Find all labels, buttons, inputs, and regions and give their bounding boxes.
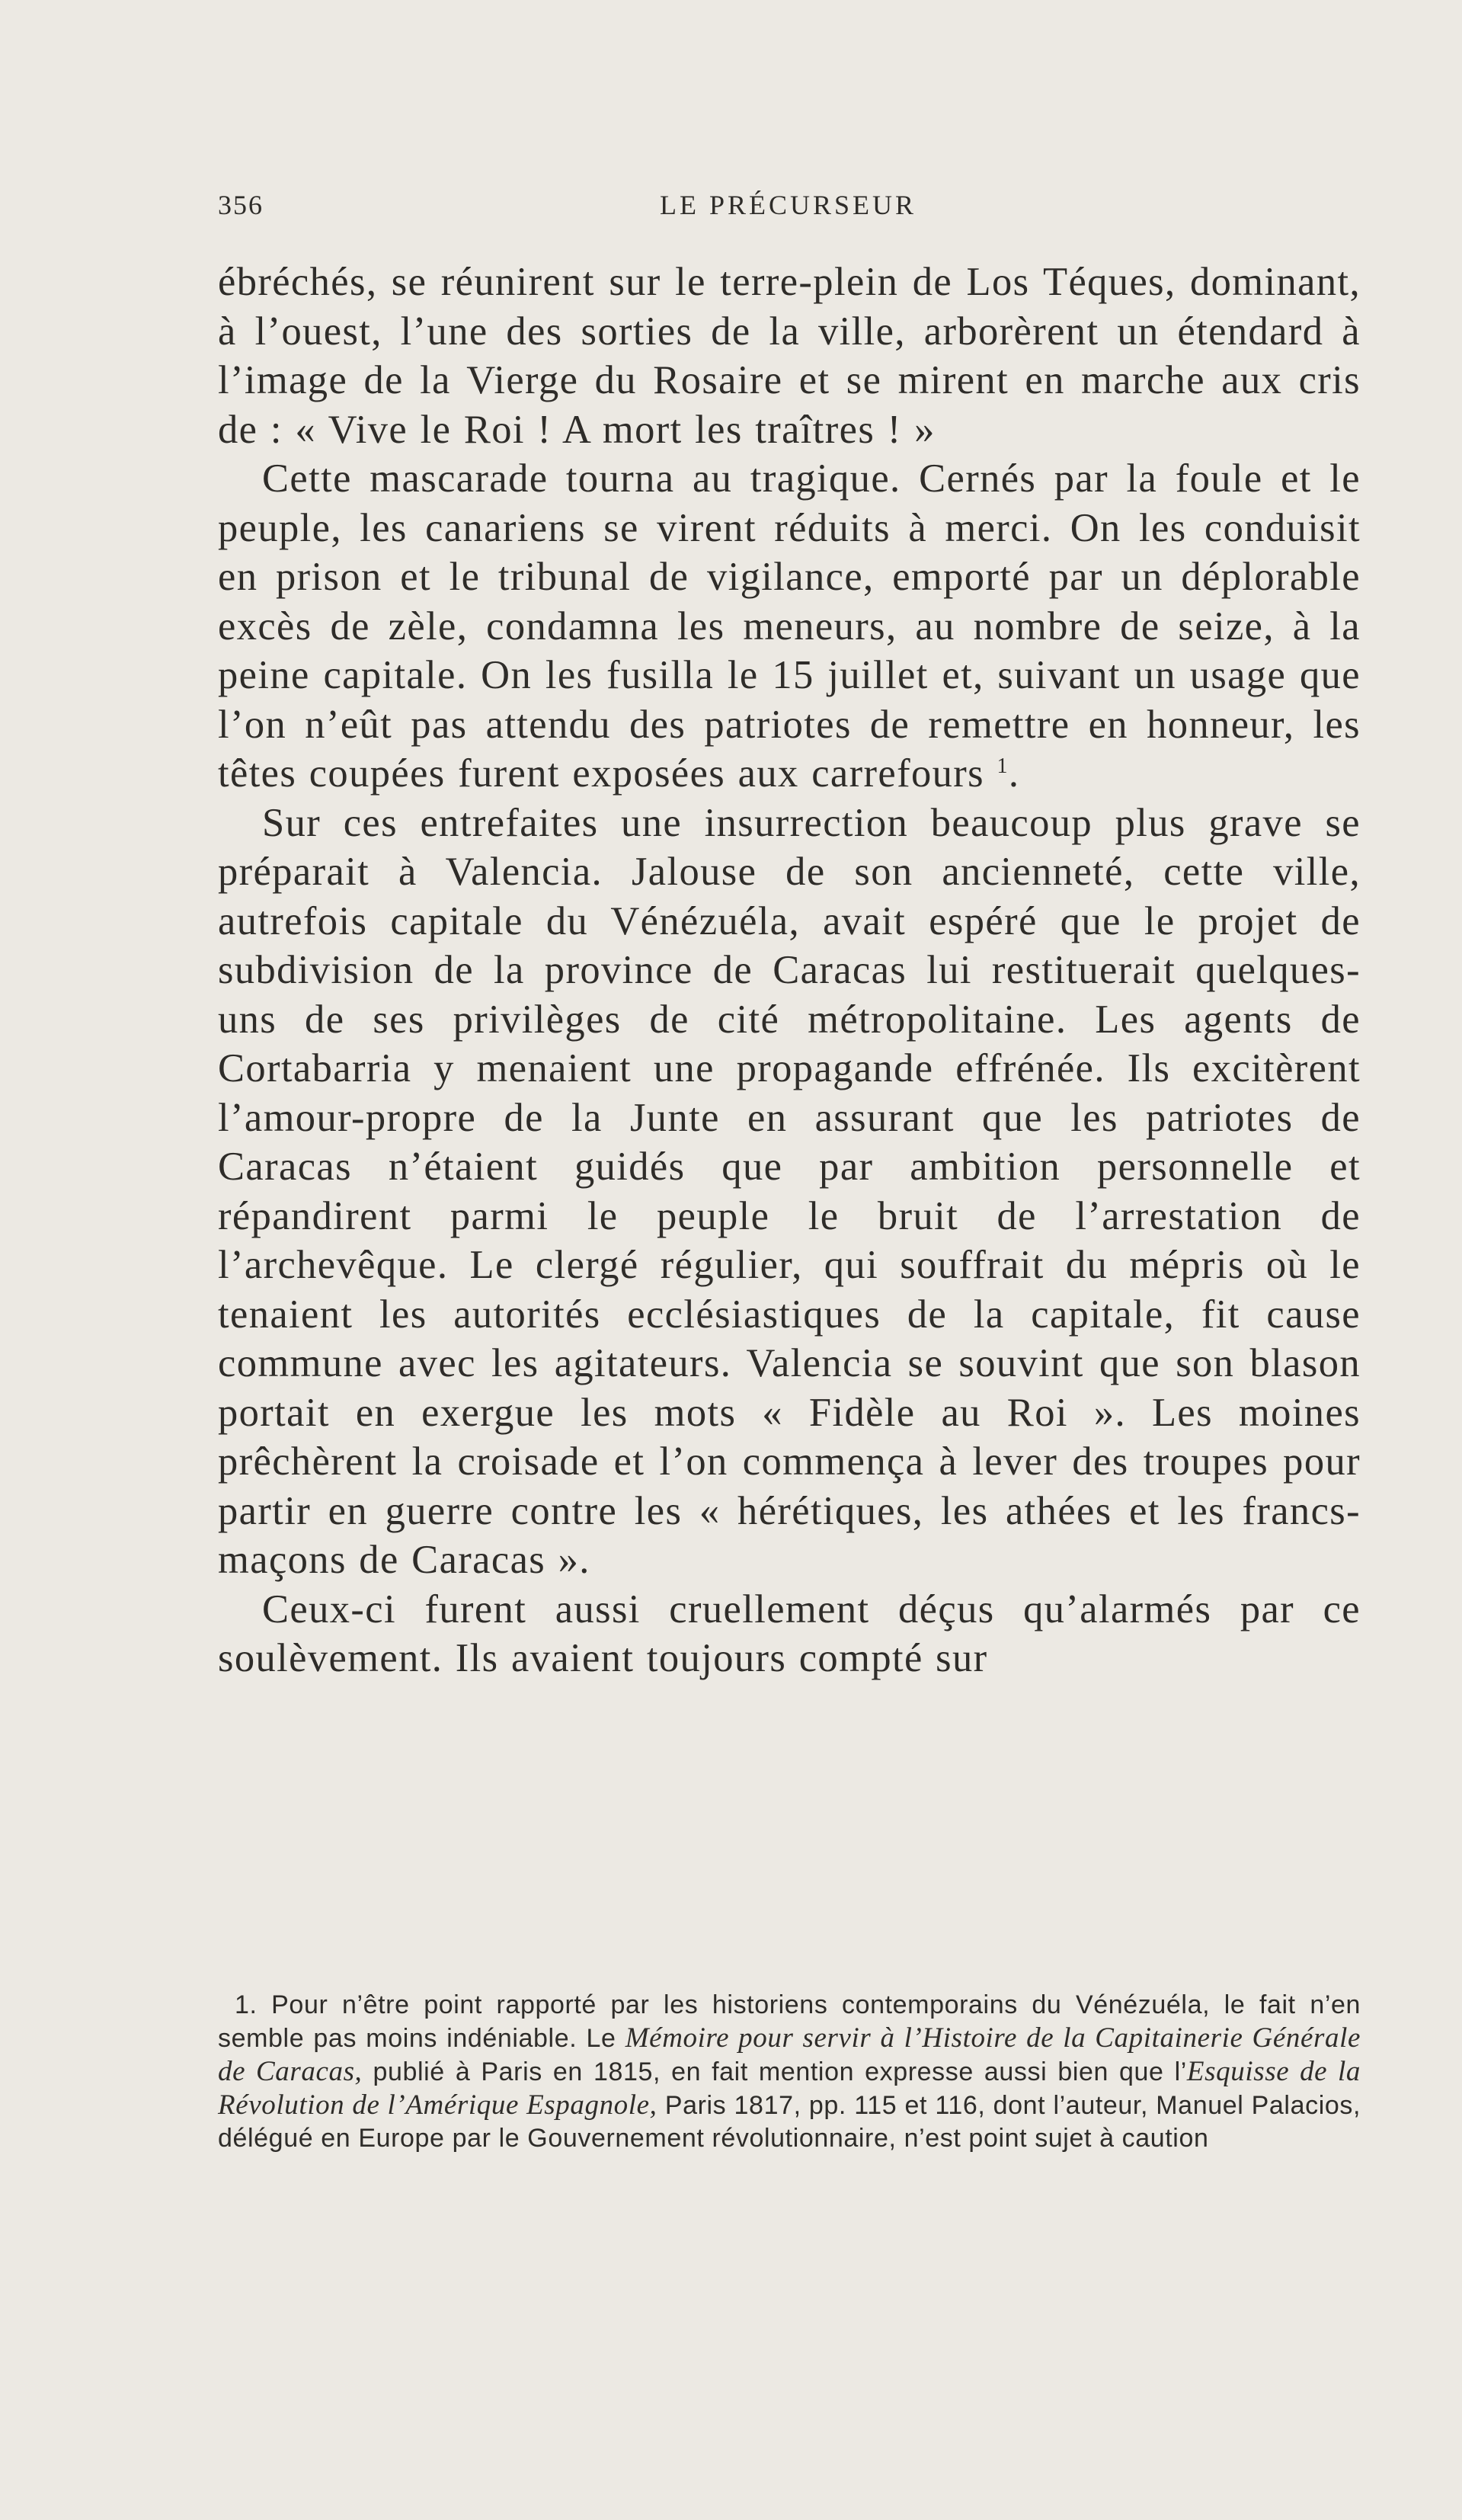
footnote-1 (218, 1989, 1361, 2155)
paragraph-2-text: Cette mascarade tourna au tragique. Cernés par la foule et le peuple, les canariens se virent réduits à merci. On les conduisit en prison et le tribunal de vigilance, emporté par un déplorable excès de zèle, condamna les meneurs, au nombre de seize, à la peine capitale. On les fusilla le 15 juillet et, suivant un usage que l’on n’eût pas attendu des patriotes de remettre en honneur, les têtes coupées furent exposées aux carrefours (218, 456, 1361, 796)
footnote-title-esquisse: Esquisse de la Révolution de l’Amérique Espagnole, (218, 2056, 1361, 2121)
page-header (218, 189, 1361, 227)
footnote-number: 1. (235, 1990, 258, 2019)
footnote-text-b: publié à Paris en 1815, en fait mention expresse aussi bien que l’ (373, 2057, 1187, 2086)
footnote-text-a: Pour n’être point rapporté par les historiens contemporains du Vénézuéla, le fait n’en semble pas moins indéniable. Le (218, 1990, 1361, 2053)
paragraph-2 (218, 454, 1361, 799)
footnote-title-memoire: Mémoire pour servir à l’Histoire de la Capitainerie Générale de Caracas, (218, 2022, 1361, 2087)
paragraph-2-end: . (1008, 751, 1020, 796)
body-text (218, 258, 1361, 1683)
footnote-section (218, 1989, 1361, 2155)
paragraph-1: ébréchés, se réunirent sur le terre-plein de Los Téques, dominant, à l’ouest, l’une des sorties de la ville, arborèrent un étendard à l’image de la Vierge du Rosaire et se mirent en marche aux cris de : « Vive le Roi ! A mort les traîtres ! » (218, 260, 1361, 452)
page-number: 356 (218, 190, 264, 220)
footnote-reference: 1 (997, 754, 1009, 778)
running-title: LE PRÉCURSEUR (660, 190, 917, 220)
paragraph-3: Sur ces entrefaites une insurrection beaucoup plus grave se préparait à Valencia. Jalouse de son ancienneté, cette ville, autrefois capitale du Vénézuéla, avait espéré que le projet de subdivision de la province de Caracas lui restituerait quelques-uns de ses privilèges de cité métropolitaine. Les agents de Cortabarria y menaient une propagande effrénée. Ils excitèrent l’amour-propre de la Junte en assurant que les patriotes de Caracas n’étaient guidés que par ambition personnelle et répandirent parmi le peuple le bruit de l’arrestation de l’archevêque. Le clergé régulier, qui souffrait du mépris où le tenaient les autorités ecclésiastiques de la capitale, fit cause commune avec les agitateurs. Valencia se souvint que son blason portait en exergue les mots « Fidèle au Roi ». Les moines prêchèrent la croisade et l’on commença à lever des troupes pour partir en guerre contre les « hérétiques, les athées et les francs-maçons de Caracas ». (218, 800, 1361, 1582)
paragraph-4: Ceux-ci furent aussi cruellement déçus qu’alarmés par ce soulèvement. Ils avaient toujours compté sur (218, 1587, 1361, 1680)
footnote-text-c: Paris 1817, pp. 115 et 116, dont l’auteur, Manuel Palacios, délégué en Europe par le Gouvernement révolutionnaire, n’est point sujet à caution (218, 2091, 1361, 2153)
